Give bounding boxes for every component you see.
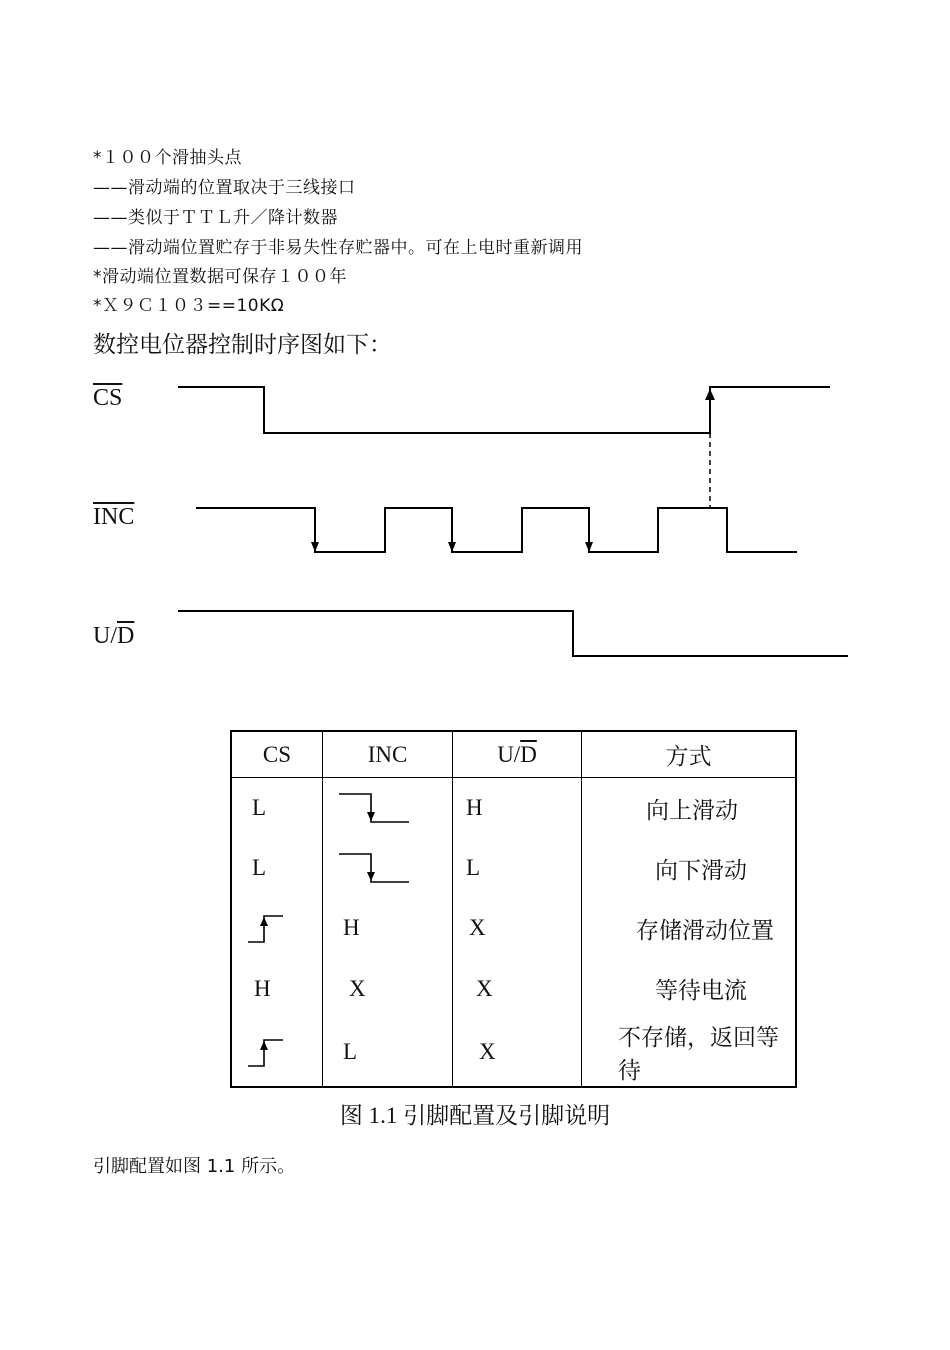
cs-rising-arrow	[705, 389, 715, 400]
rising-edge-icon	[246, 1032, 286, 1072]
cell-ud: L	[453, 838, 582, 898]
cell-cs	[231, 1019, 323, 1087]
section-heading: 数控电位器控制时序图如下：	[93, 332, 392, 358]
cell-mode: 不存储，返回等待	[618, 1025, 779, 1084]
inc-falling-arrow-2	[448, 542, 456, 552]
table-row	[231, 778, 796, 839]
cell-ud: H	[453, 778, 582, 839]
cell-cs: L	[231, 838, 323, 898]
cell-inc	[323, 838, 453, 898]
footer-text: 引脚配置如图 1.1 所示。	[93, 1156, 296, 1177]
table-header-row	[231, 731, 796, 778]
intro-line-6: *Ｘ９Ｃ１０３==10KΩ	[93, 296, 285, 316]
header-mode: 方式	[582, 731, 797, 778]
intro-line-4: ——滑动端位置贮存于非易失性存贮器中。可在上电时重新调用	[93, 238, 583, 258]
cell-mode: 等待电流	[655, 978, 747, 1004]
cs-waveform	[178, 387, 830, 433]
signal-label-ud: $U/\overline{D}$	[93, 623, 135, 649]
inc-waveform	[196, 508, 797, 552]
rising-edge-icon	[246, 908, 286, 948]
intro-line-2: ——滑动端的位置取决于三线接口	[93, 178, 356, 198]
header-cs: CS	[231, 731, 323, 778]
table-row	[231, 898, 796, 958]
cell-mode: 存储滑动位置	[636, 917, 774, 943]
cell-mode: 向上滑动	[646, 797, 738, 823]
cell-cs: H	[231, 958, 323, 1018]
signal-label-inc: $\overline{INC}$	[93, 504, 135, 530]
cell-inc: H	[323, 898, 453, 958]
cell-inc	[323, 778, 453, 839]
header-inc: INC	[323, 731, 453, 778]
falling-edge-icon	[337, 786, 417, 830]
table-row	[231, 838, 796, 898]
pin-function-table	[230, 730, 797, 1088]
signal-label-cs: $\overline{CS}$	[93, 385, 123, 411]
ud-waveform	[178, 611, 848, 656]
cell-cs	[231, 898, 323, 958]
table-row	[231, 958, 796, 1018]
timing-diagram	[0, 370, 950, 670]
cell-ud: X	[453, 898, 582, 958]
header-ud: $U/\overline{D}$	[453, 731, 582, 778]
cell-inc: L	[323, 1019, 453, 1087]
inc-falling-arrow-3	[585, 542, 593, 552]
figure-caption: 图 1.1 引脚配置及引脚说明	[339, 1103, 611, 1128]
intro-line-3: ——类似于ＴＴＬ升／降计数器	[93, 208, 338, 228]
cell-inc: X	[323, 958, 453, 1018]
intro-line-1: *１００个滑抽头点	[93, 148, 242, 168]
table-row	[231, 1019, 796, 1087]
falling-edge-icon	[337, 846, 417, 890]
cell-ud: X	[453, 1019, 582, 1087]
intro-line-5: *滑动端位置数据可保存１００年	[93, 267, 347, 287]
cell-cs: L	[231, 778, 323, 839]
inc-falling-arrow-1	[311, 542, 319, 552]
cell-mode: 向下滑动	[655, 857, 747, 883]
cell-ud: X	[453, 958, 582, 1018]
